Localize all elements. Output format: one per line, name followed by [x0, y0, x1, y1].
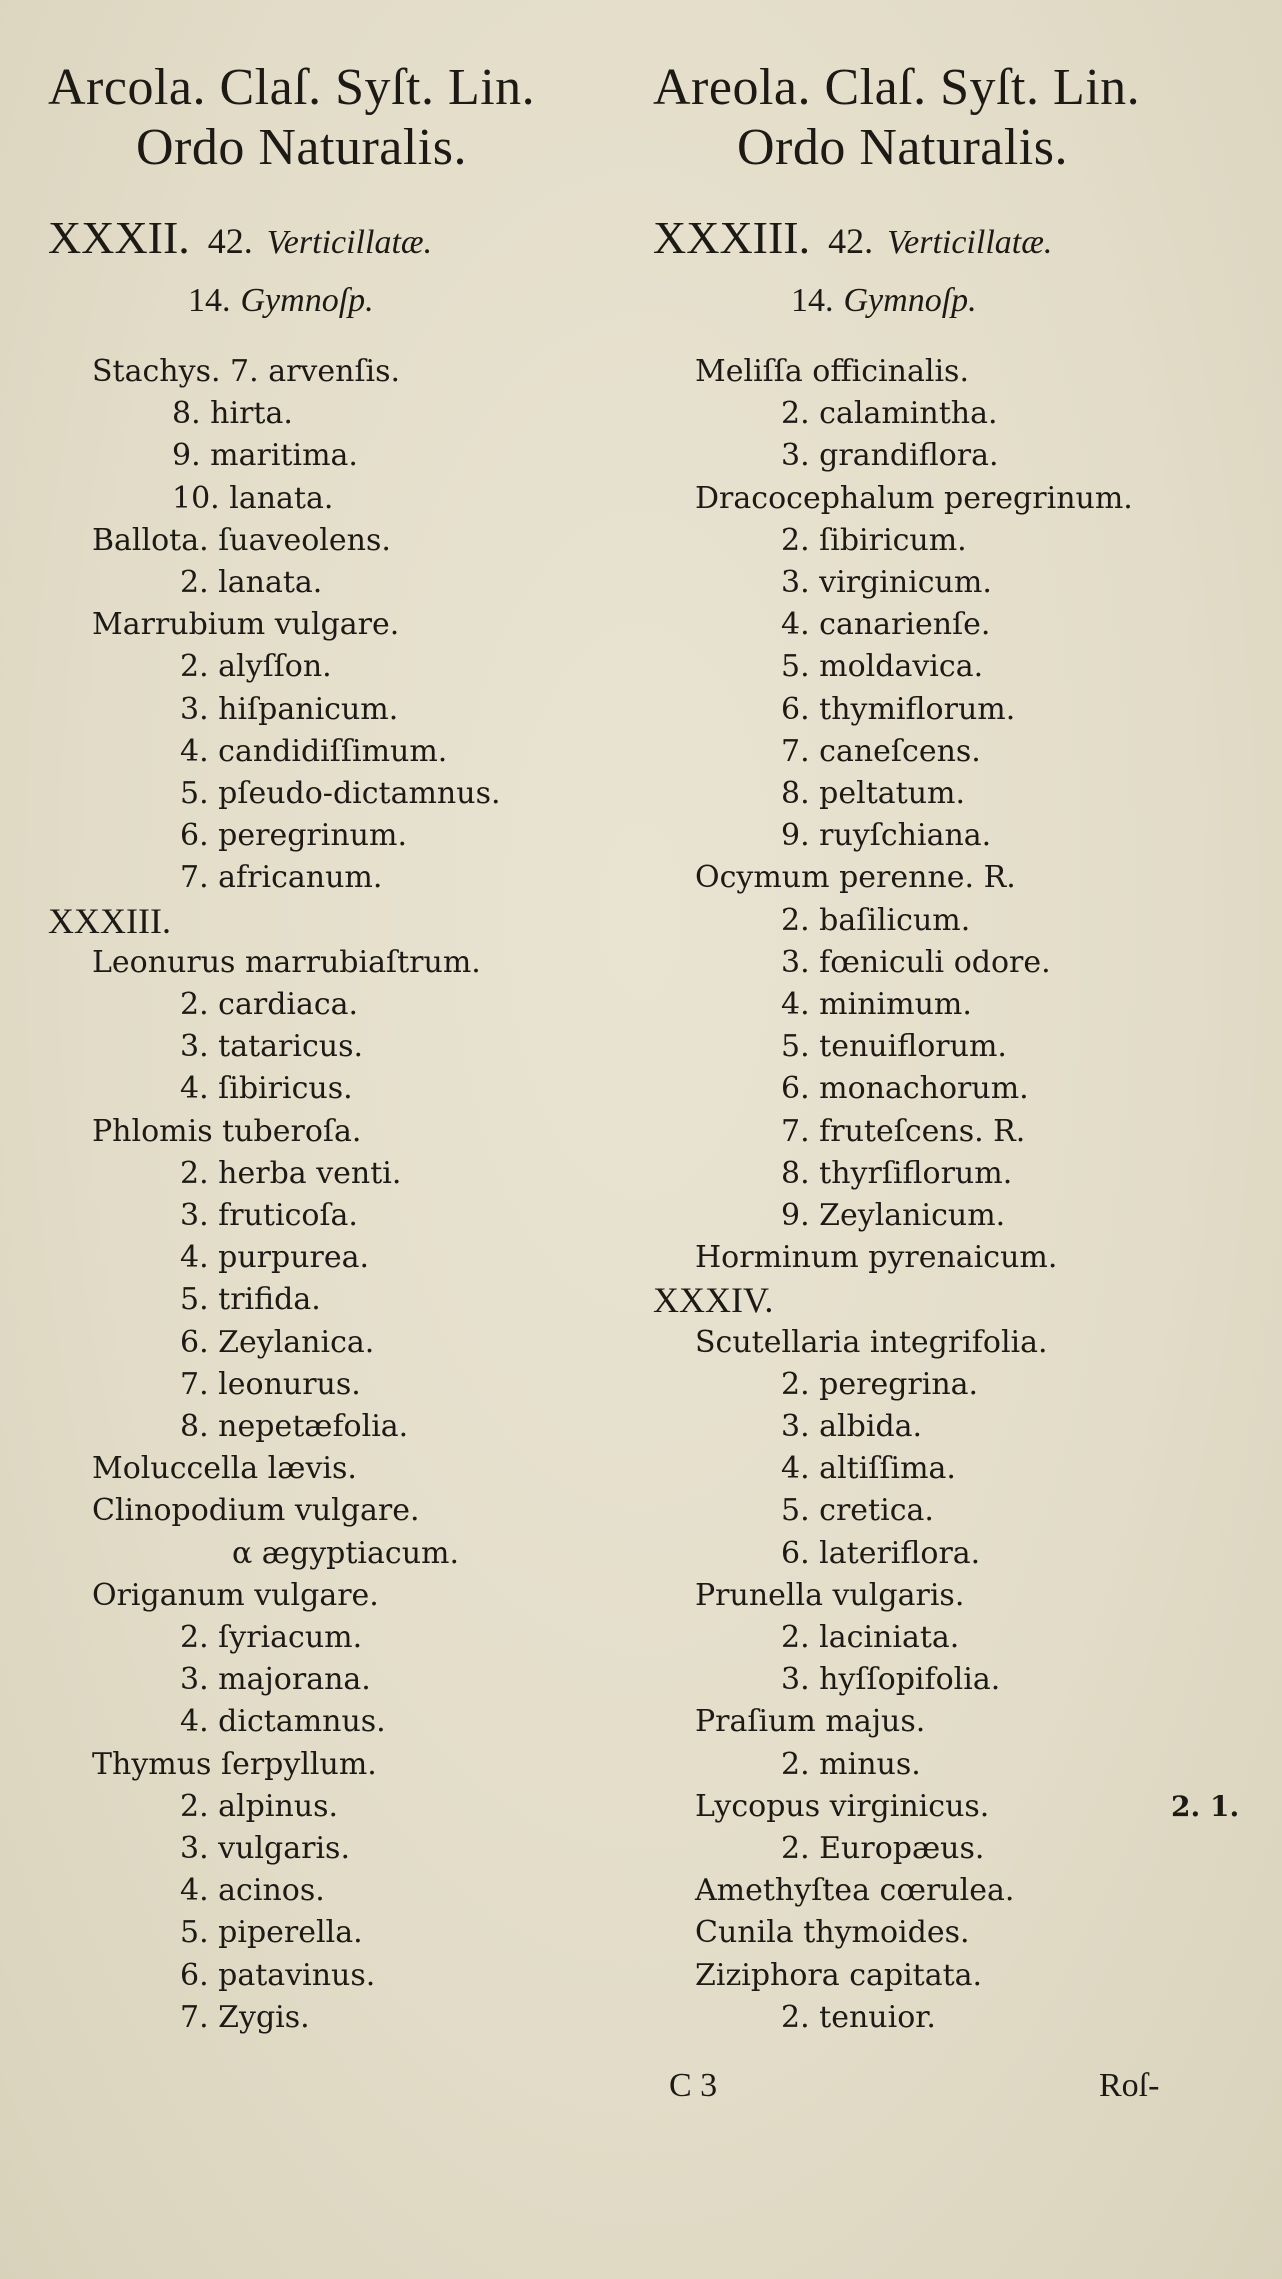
left-sub-number: 14. [188, 282, 231, 319]
right-entry [781, 1027, 1007, 1067]
right-section-heading [653, 212, 1052, 269]
left-entry [180, 816, 407, 856]
right-entry-text: Ziziphora capitata. [695, 1957, 983, 1993]
right-entry [781, 1196, 1005, 1236]
right-entry [781, 1365, 978, 1405]
right-entry-text: Ocymum perenne. R. [695, 860, 1016, 896]
right-entry [781, 1618, 959, 1658]
left-entry [180, 1913, 363, 1953]
right-entry [653, 1280, 773, 1320]
left-header-line1: Arcola. Claſ. Syſt. Lin. [48, 59, 536, 116]
right-entry [781, 1449, 956, 1489]
right-header-line1: Areola. Claſ. Syſt. Lin. [653, 59, 1141, 116]
right-entry-text: 9. Zeylanicum. [781, 1198, 1006, 1233]
left-entry [180, 1323, 374, 1363]
left-entry [180, 1238, 369, 1278]
left-entry-text: Stachys. 7. arvenſis. [92, 354, 401, 389]
right-header-line2: Ordo Naturalis. [737, 119, 1068, 176]
left-entry-text: 9. maritima. [172, 438, 358, 474]
left-entry [180, 985, 358, 1025]
left-entry-text: 7. Zygis. [180, 1999, 310, 2035]
right-entry-text: 2. calamintha. [781, 396, 998, 432]
right-entry-text: 3. albida. [781, 1409, 923, 1444]
left-entry-text: 7. leonurus. [180, 1366, 361, 1402]
right-entry-text: 7. fruteſcens. R. [781, 1113, 1026, 1149]
right-entry [781, 816, 991, 856]
left-entry [92, 1576, 379, 1616]
left-entry [180, 1280, 321, 1320]
left-entry-text: 2. lanata. [180, 565, 323, 600]
left-entry [180, 1407, 408, 1447]
left-entry [92, 521, 391, 561]
right-entry [781, 521, 967, 561]
right-entry-text: 5. tenuiflorum. [781, 1029, 1007, 1065]
left-entry [180, 1069, 353, 1109]
left-entry [172, 394, 293, 434]
left-entry [180, 1787, 338, 1827]
left-entry-text: 8. nepetæfolia. [180, 1409, 409, 1444]
right-entry-text: 3. grandiflora. [781, 438, 999, 474]
left-entry [48, 901, 171, 941]
right-entry-text: 6. thymiflorum. [781, 691, 1016, 727]
right-entry [781, 436, 999, 476]
right-entry-text: Meliſſa officinalis. [695, 354, 969, 389]
right-entry [781, 1154, 1012, 1194]
right-entry [781, 394, 998, 434]
left-entry [180, 1660, 371, 1700]
right-subsection [791, 280, 977, 322]
right-entry [781, 605, 990, 645]
left-section-heading [48, 212, 432, 269]
left-entry-text: Marrubium vulgare. [92, 607, 400, 643]
left-entry-text: 3. tataricus. [180, 1029, 364, 1065]
right-entry [781, 1407, 922, 1447]
left-entry-text: 2. alyſſon. [180, 649, 332, 685]
right-entry-text: Amethyſtea cœrulea. [695, 1873, 1015, 1909]
right-entry [781, 1660, 1000, 1700]
right-entry-text: Prunella vulgaris. [695, 1577, 965, 1613]
left-entry-text: 5. piperella. [180, 1915, 363, 1951]
right-entry-text: 2. peregrina. [781, 1366, 979, 1402]
right-entry-text: 8. thyrſiflorum. [781, 1155, 1013, 1191]
left-entry-text: XXXIII. [48, 900, 171, 941]
left-entry [180, 1196, 358, 1236]
page-signature: C 3 [669, 2067, 718, 2104]
left-entry-text: 2. ſyriacum. [180, 1620, 363, 1655]
right-entry-text: Cunila thymoides. [695, 1915, 970, 1951]
right-entry [781, 563, 992, 603]
right-entry [695, 1576, 964, 1616]
right-entry [781, 732, 981, 772]
left-entry-text: α ægyptiacum. [232, 1535, 459, 1571]
right-entry [781, 647, 983, 687]
left-entry [92, 605, 399, 645]
left-entry [180, 774, 501, 814]
right-entry [781, 774, 965, 814]
right-entry-text: 3. fœniculi odore. [781, 944, 1051, 980]
left-entry-text: Ballota. ſuaveolens. [92, 522, 391, 558]
left-entry-text: 2. herba venti. [180, 1155, 402, 1191]
left-entry-text: Origanum vulgare. [92, 1577, 379, 1613]
right-entry-text: Praſium majus. [695, 1704, 926, 1740]
left-entry [92, 1449, 357, 1489]
left-header-line2: Ordo Naturalis. [136, 119, 467, 176]
left-entry [180, 1027, 363, 1067]
right-section-roman: XXXIII. [653, 212, 811, 263]
right-entry-text: 2. Europæus. [781, 1831, 985, 1866]
right-entry [781, 985, 972, 1025]
left-entry-text: 6. patavinus. [180, 1957, 376, 1993]
catchword: Roſ- [1099, 2067, 1160, 2104]
left-entry-text: 10. lanata. [172, 480, 334, 516]
left-entry-text: Moluccella lævis. [92, 1451, 357, 1487]
left-entry-text: 2. cardiaca. [180, 987, 359, 1022]
left-entry [180, 1956, 375, 1996]
left-entry-text: 3. hiſpanicum. [180, 691, 399, 727]
right-entry [695, 1702, 925, 1742]
right-entry-text: Scutellaria integrifolia. [695, 1324, 1048, 1360]
right-entry [781, 1829, 984, 1869]
right-entry-text: Lycopus virginicus. [695, 1788, 990, 1824]
right-entry-note: 2. 1. [1171, 1789, 1240, 1823]
left-entry [92, 1491, 419, 1531]
right-entry [781, 690, 1015, 730]
left-entry-text: 6. peregrinum. [180, 818, 407, 854]
left-entry-text: 4. purpurea. [180, 1240, 370, 1276]
right-entry-text: Horminum pyrenaicum. [695, 1240, 1058, 1276]
right-entry-text: 8. peltatum. [781, 776, 966, 811]
left-entry-text: 2. alpinus. [180, 1788, 339, 1824]
right-entry [695, 1238, 1057, 1278]
right-entry-text: 4. minimum. [781, 987, 972, 1022]
right-entry [781, 1998, 936, 2038]
left-entry [180, 1998, 310, 2038]
left-entry [180, 1618, 362, 1658]
right-entry-text: 2. ſibiricum. [781, 522, 967, 558]
left-entry-text: Clinopodium vulgare. [92, 1493, 420, 1529]
left-entry-text: 5. pſeudo-dictamnus. [180, 776, 501, 811]
left-entry-text: Leonurus marrubiaſtrum. [92, 944, 481, 980]
right-entry-text: 2. laciniata. [781, 1620, 960, 1655]
left-entry [180, 647, 332, 687]
right-section-name: Verticillatæ. [887, 224, 1053, 261]
right-entry [695, 858, 1016, 898]
left-entry [92, 1745, 377, 1785]
right-entry [695, 1871, 1014, 1911]
left-entry [180, 1829, 350, 1869]
left-entry [172, 436, 358, 476]
left-subsection [188, 280, 374, 322]
left-entry-text: 7. africanum. [180, 860, 383, 896]
right-entry [695, 1956, 982, 1996]
left-entry-text: 8. hirta. [172, 396, 293, 432]
right-entry [695, 352, 969, 392]
right-entry-text: 6. monachorum. [781, 1071, 1029, 1107]
left-entry-text: 4. ſibiricus. [180, 1071, 353, 1107]
left-entry-text: 4. candidiſſimum. [180, 733, 448, 769]
right-entry [781, 943, 1051, 983]
right-entry [781, 901, 970, 941]
left-entry-text: 4. acinos. [180, 1873, 325, 1909]
left-entry [92, 352, 400, 392]
left-entry-text: 3. fruticoſa. [180, 1198, 358, 1233]
left-entry [180, 1365, 361, 1405]
right-entry [695, 1913, 970, 1953]
right-entry-text: 5. moldavica. [781, 649, 984, 685]
left-entry [180, 690, 398, 730]
right-section-number: 42. [828, 221, 874, 261]
left-entry [180, 732, 447, 772]
right-entry-text: 2. tenuior. [781, 1999, 936, 2035]
right-entry [781, 1491, 934, 1531]
right-entry [781, 1069, 1029, 1109]
left-entry-text: 5. trifida. [180, 1282, 321, 1318]
right-entry-text: 4. altiſſima. [781, 1451, 956, 1487]
right-entry-text: XXXIV. [653, 1280, 774, 1321]
right-entry-text: 6. lateriflora. [781, 1535, 981, 1571]
right-entry-text: 9. ruyſchiana. [781, 818, 992, 854]
right-entry-text: 3. hyſſopifolia. [781, 1662, 1001, 1698]
right-entry-text: 3. virginicum. [781, 565, 992, 600]
left-entry-text: 3. vulgaris. [180, 1831, 350, 1866]
left-section-name: Verticillatæ. [266, 224, 433, 261]
right-sub-number: 14. [791, 282, 834, 319]
right-column [641, 0, 1282, 2279]
left-entry-text: 6. Zeylanica. [180, 1324, 375, 1360]
right-entry-text: 7. caneſcens. [781, 733, 981, 769]
left-entry-text: 4. dictamnus. [180, 1704, 386, 1740]
left-entry [232, 1534, 459, 1574]
right-entry [695, 1323, 1048, 1363]
left-entry-text: 3. majorana. [180, 1662, 371, 1698]
left-entry-text: Phlomis tuberoſa. [92, 1113, 362, 1149]
right-entry [695, 1787, 1240, 1827]
right-sub-name: Gymnoſp. [843, 282, 977, 319]
right-entry-text: Dracocephalum peregrinum. [695, 480, 1133, 516]
left-entry-text: Thymus ſerpyllum. [92, 1746, 377, 1782]
right-entry [781, 1112, 1025, 1152]
right-entry-text: 2. baſilicum. [781, 902, 971, 938]
right-entry [781, 1534, 980, 1574]
left-entry [92, 943, 481, 983]
left-entry [172, 479, 333, 519]
left-entry [180, 563, 322, 603]
left-entry [180, 858, 382, 898]
left-entry [92, 1112, 361, 1152]
left-entry [180, 1154, 401, 1194]
left-entry [180, 1702, 386, 1742]
right-entry [695, 479, 1133, 519]
right-entry [781, 1745, 921, 1785]
left-entry [180, 1871, 325, 1911]
right-entry-text: 2. minus. [781, 1746, 921, 1782]
right-entry-text: 4. canarienſe. [781, 607, 991, 643]
left-section-number: 42. [207, 221, 253, 261]
left-sub-name: Gymnoſp. [240, 282, 374, 319]
right-entry-text: 5. cretica. [781, 1493, 934, 1529]
left-section-roman: XXXII. [48, 212, 190, 263]
